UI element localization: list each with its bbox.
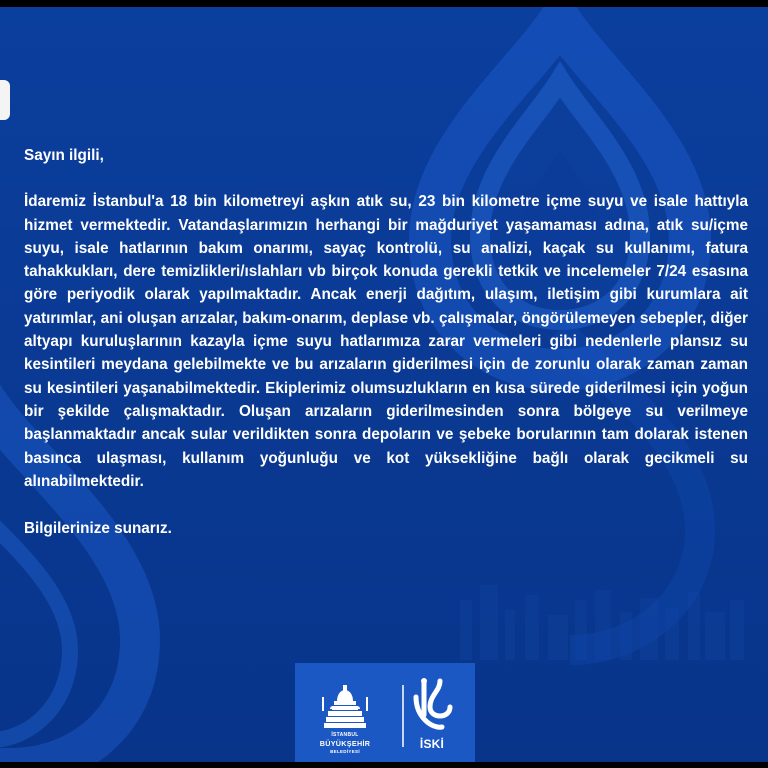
iski-logo [410, 677, 454, 759]
top-black-bar [0, 0, 768, 7]
letter-body: İdaremiz İstanbul'a 18 bin kilometreyi aşkın atık su, 23 bin kilometre içme suyu ve isale hattıyla hizmet vermektedir. Vatandaşlarımızın herhangi bir mağduriyet yaşamaması adına, atık su/içme suyu, isale hatlarının bakım onarımı, sayaç kontrolü, su analizi, kaçak su kullanımı, fatura tahakkukları, dere temizlikleri/ıslahları vb birçok konuda gerekli tetkik ve incelemeler 7/24 esasına göre periyodik olarak yapılmaktadır. Ancak enerji dağıtım, ulaşım, iletişim gibi kurumlara ait yatırımlar, ani oluşan arızalar, bakım-onarım, deplase vb. çalışmalar, öngörülemeyen sebepler, diğer altyapı kuruluşlarının kazayla içme suyu hatlarımıza zarar vermeleri gibi nedenlerle plansız su kesintileri meydana gelebilmekte ve bu arızaların giderilmesi için de zorunlu olarak zaman zaman su kesintileri yaşanabilmektedir. Ekiplerimiz olumsuzlukların en kısa sürede giderilmesi için yoğun bir şekilde çalışmaktadır. Oluşan arızaların giderilmesinden sonra bölgeye su verilmeye başlanmaktadır ancak sular verildikten sonra depoların ve şebeke borularının tam dolarak istenen basınca ulaşması, kullanım yoğunluğu ve kot yüksekliğine bağlı olarak gecikmeli su alınabilmektedir. [24, 193, 748, 490]
ibb-emblem-icon [310, 679, 380, 731]
letter-greeting: Sayın ilgili, [24, 147, 104, 164]
ibb-logo [310, 679, 380, 759]
logo-panel [295, 663, 475, 768]
iski-name: İSKİ [419, 737, 445, 751]
side-tab-handle [0, 80, 10, 120]
ibb-name-line1: İSTANBUL [331, 732, 359, 738]
ibb-name-line2: BÜYÜKŞEHİR [319, 739, 371, 748]
letter-content [24, 144, 748, 540]
ibb-name-line3: BELEDİYESİ [330, 749, 360, 754]
bottom-black-bar [0, 762, 768, 768]
letter-closing: Bilgilerinize sunarız. [24, 520, 172, 538]
iski-drop-icon [410, 677, 454, 735]
logo-divider [402, 685, 404, 747]
